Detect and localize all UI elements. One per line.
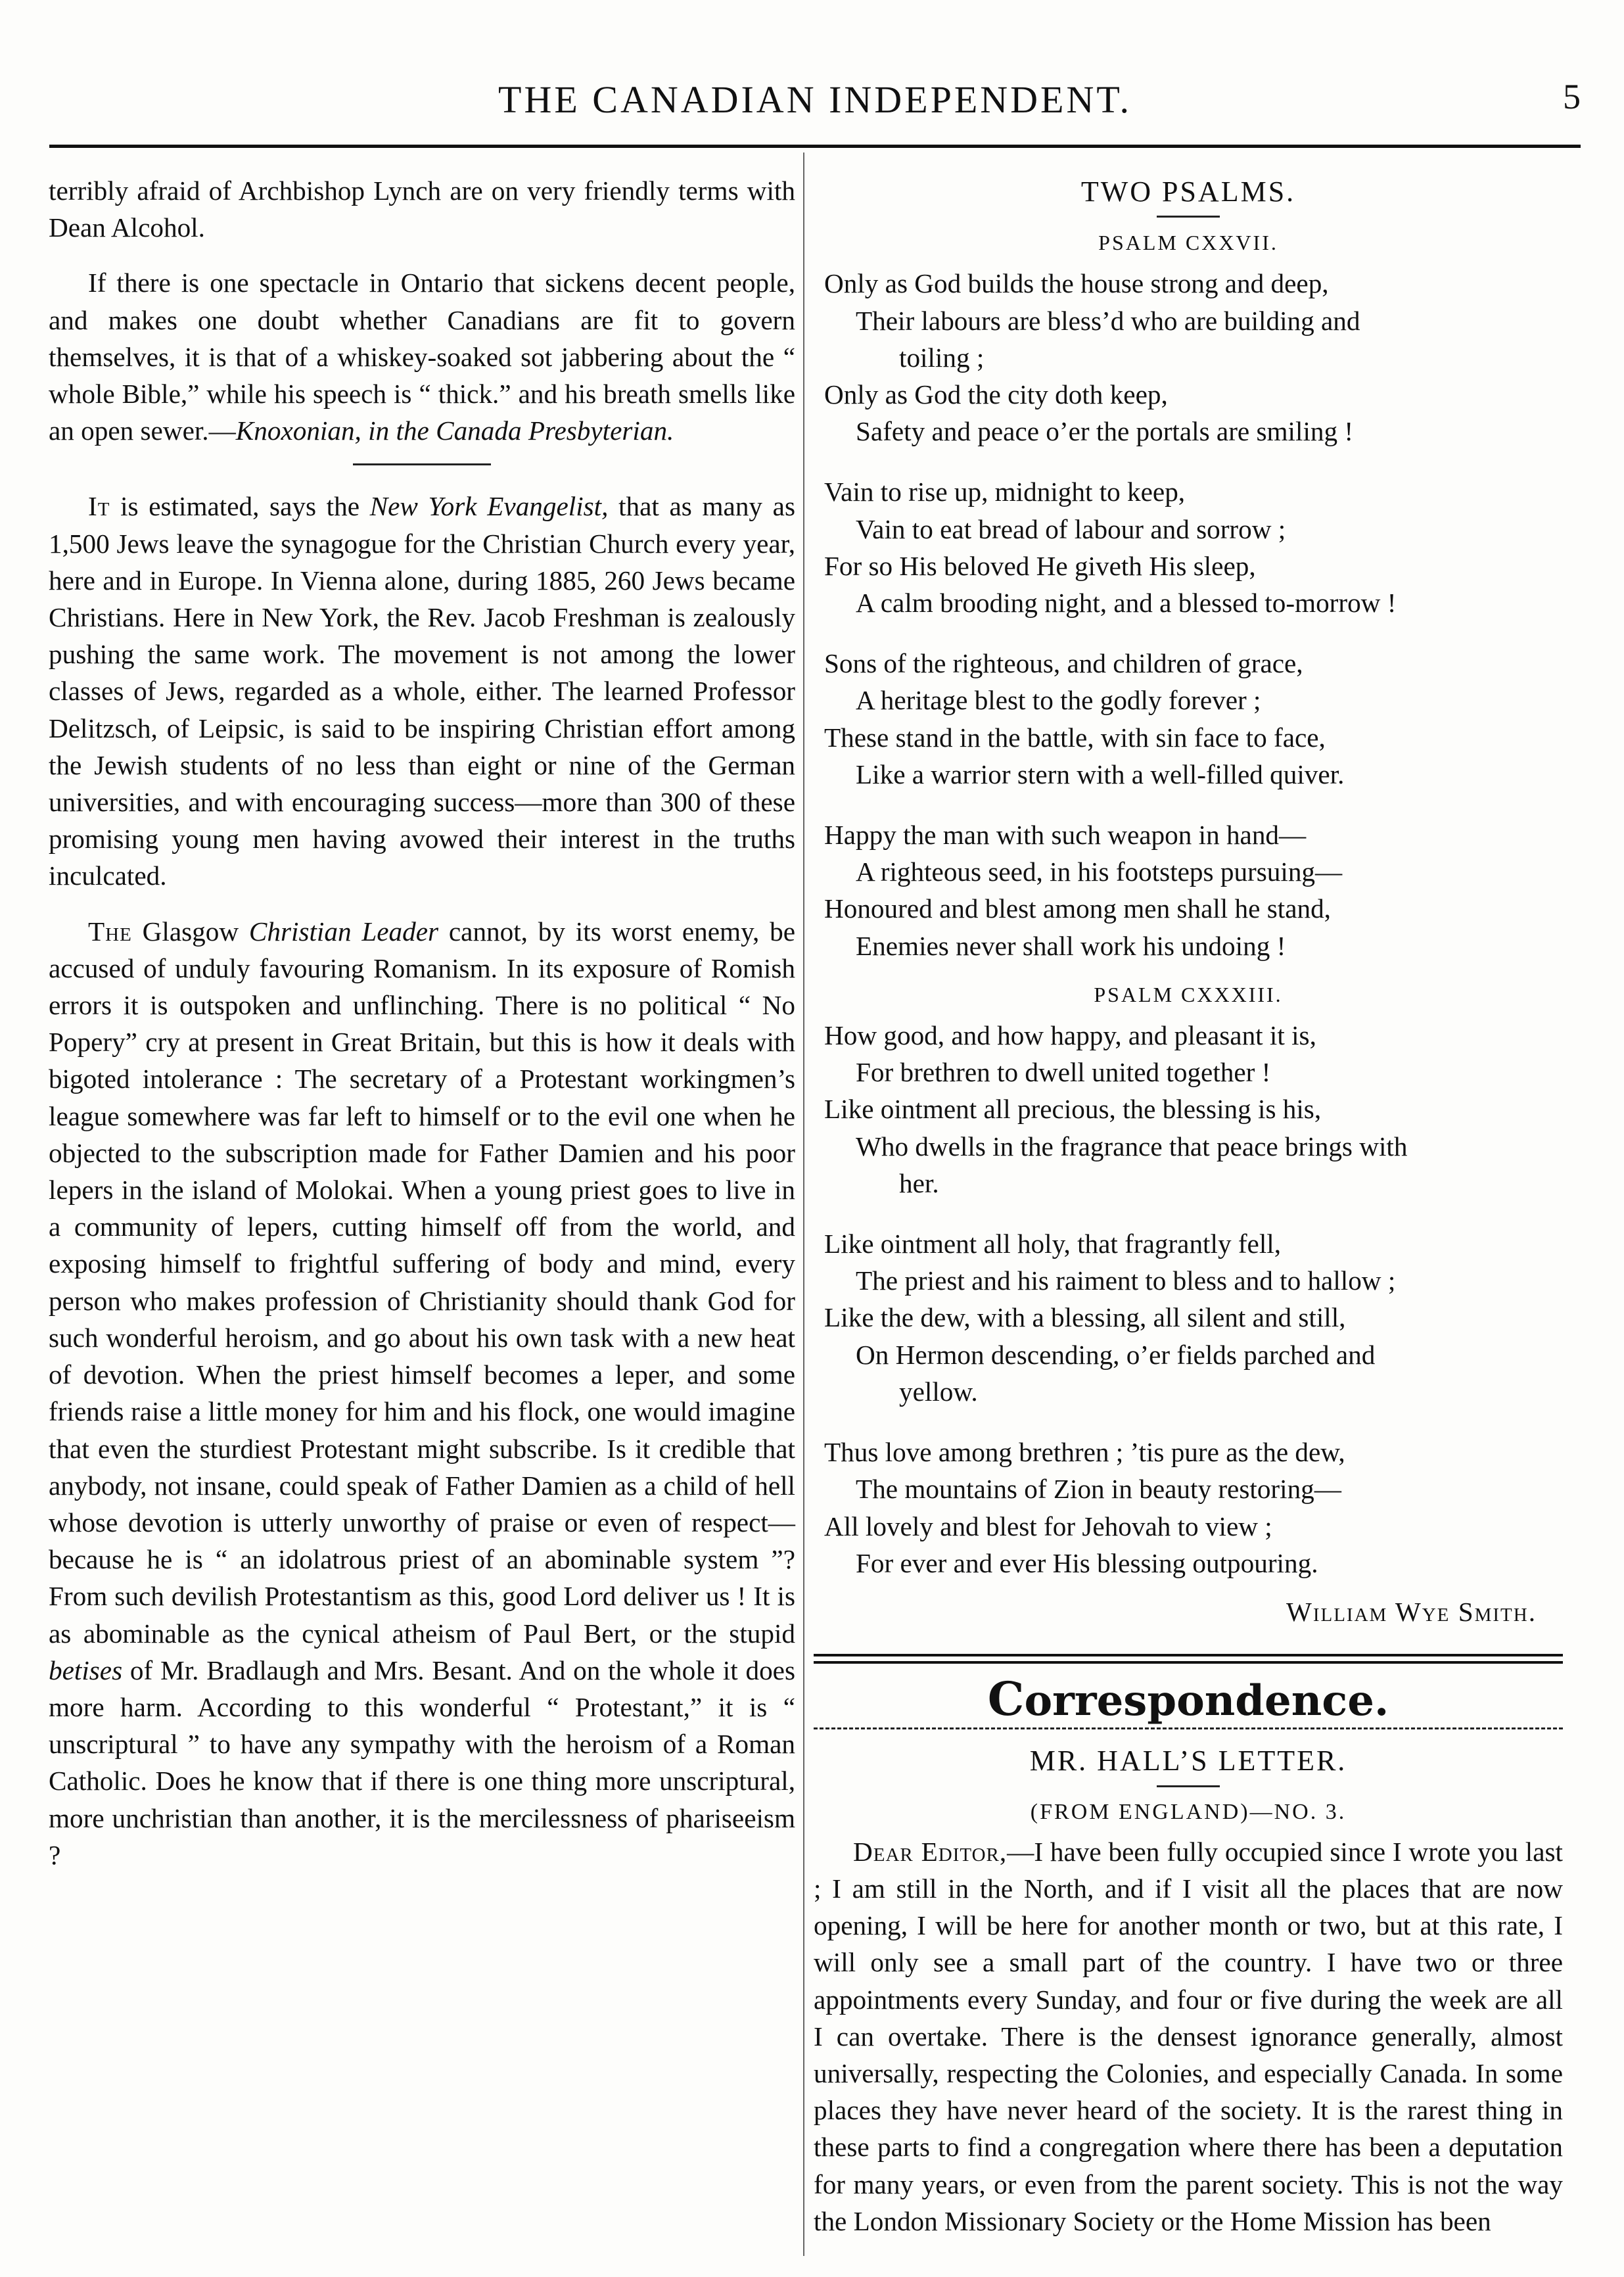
stanza-6 <box>814 1225 1563 1410</box>
knoxonian-paragraph <box>49 264 795 449</box>
heading-dashed-rule <box>814 1727 1563 1729</box>
poem-author: William Wye Smith. <box>1286 1596 1537 1627</box>
letter-title-rule <box>1157 1785 1220 1787</box>
leader-lead: The <box>88 916 132 947</box>
evangelist-paragraph <box>49 488 795 894</box>
poem-line: For brethren to dwell united together ! <box>856 1057 1271 1088</box>
poem-line: Their labours are bless’d who are building and <box>856 305 1360 336</box>
poem-line: Like the dew, with a blessing, all silent and still, <box>824 1302 1346 1333</box>
paragraph-gap <box>49 895 795 913</box>
stanza-2 <box>814 473 1563 621</box>
stanza-7 <box>814 1434 1563 1582</box>
poem-line: On Hermon descending, o’er fields parched and <box>856 1339 1376 1370</box>
article-separator <box>353 463 491 465</box>
poem-line: toiling ; <box>899 342 985 373</box>
poem-line: Thus love among brethren ; ’tis pure as the dew, <box>824 1437 1345 1468</box>
right-column <box>814 172 1563 2240</box>
leader-text-a: Glasgow <box>131 916 249 947</box>
stanza-5 <box>814 1017 1563 1202</box>
poem-line: For so His beloved He giveth His sleep, <box>824 550 1256 581</box>
evangelist-publication: New York Evangelist, <box>369 491 609 522</box>
poem-line: Vain to rise up, midnight to keep, <box>824 477 1186 507</box>
christian-leader-paragraph <box>49 913 795 1873</box>
poem-line: Vain to eat bread of labour and sorrow ; <box>856 513 1286 544</box>
letter-subtitle: (FROM ENGLAND)—NO. 3. <box>1030 1799 1347 1824</box>
poem-line: Only as God the city doth keep, <box>824 379 1168 410</box>
knoxonian-source: Knoxonian, in the Canada Presbyterian. <box>235 415 674 446</box>
psalm-127-label: PSALM CXXVII. <box>1098 231 1278 255</box>
page-number: 5 <box>1563 77 1581 116</box>
poem-line: A calm brooding night, and a blessed to-morrow ! <box>856 588 1397 619</box>
stanza-1 <box>814 265 1563 450</box>
letter-title: MR. HALL’S LETTER. <box>1029 1745 1347 1777</box>
left-column <box>49 172 795 1873</box>
paragraph-gap <box>49 246 795 264</box>
knoxonian-text: If there is one spectacle in Ontario that sickens decent people, and makes one doubt whether Canadians are fit to govern themselves, it is that of a whiskey-soaked sot jabbering about the “ whole Bible,” while his speech is “ thick.” and his breath smells like an open sewer.— <box>49 268 795 446</box>
article-continuation: terribly afraid of Archbishop Lynch are on very friendly terms with Dean Alcohol. <box>49 176 795 243</box>
heading-initial: C <box>987 1672 1025 1727</box>
poem-line: Who dwells in the fragrance that peace brings with <box>856 1131 1408 1162</box>
poem-title: TWO PSALMS. <box>1080 176 1296 208</box>
page-header <box>49 71 1581 137</box>
poem-line: These stand in the battle, with sin face to face, <box>824 722 1326 753</box>
correspondence-heading <box>814 1672 1563 1727</box>
stanza-4 <box>814 816 1563 964</box>
letter-salutation: Dear Editor, <box>853 1836 1008 1867</box>
poem-line: Enemies never shall work his undoing ! <box>856 930 1286 961</box>
leader-text-b: cannot, by its worst enemy, be accused of unduly favouring Romanism. In its exposure of Romish errors it is outspoken and unflinching. There is no political “ No Popery” cry at present in Great Britain, but this is how it deals with bigoted intolerance : The secretary of a Protestant workingmen’s league somewhere was far left to himself or to the evil one when he objected to the subscription made for Father Damien and his poor lepers in the island of Molokai. When a young priest goes to live in a community of lepers, cutting himself off from the world, and exposing himself to frightful suffering of body and mind, every person who makes profession of Christianity should thank God for such wonderful heroism, and go about his own task with a new heat of devotion. When the priest himself becomes a leper, and some friends raise a little money for him and his flock, one would imagine that even the sturdiest Protestant might subscribe. Is it credible that anybody, not insane, could speak of Father Damien as a child of hell whose devotion is utterly unworthy of praise or even of respect—because he is “ an idolatrous priest of an abominable system ”? From such devilish Protestantism as this, good Lord deliver us ! It is as abominable as the cynical atheism of Paul Bert, or the stupid <box>49 916 795 1649</box>
poem-line: Only as God builds the house strong and deep, <box>824 268 1329 299</box>
poem-line: A righteous seed, in his footsteps pursuing— <box>856 857 1343 887</box>
poem-line: Like a warrior stern with a well-filled quiver. <box>856 759 1345 789</box>
poem-line: Sons of the righteous, and children of grace, <box>824 648 1303 679</box>
header-rule <box>49 145 1581 148</box>
poem-line: The priest and his raiment to bless and to hallow ; <box>856 1265 1396 1296</box>
poem-line: Happy the man with such weapon in hand— <box>824 820 1307 851</box>
evangelist-text-a: is estimated, says the <box>110 491 370 522</box>
letter-body <box>814 1833 1563 2240</box>
leader-text-c: of Mr. Bradlaugh and Mrs. Besant. And on the whole it does more harm. According to this wonderful “ Protestant,” it is “ unscriptural ” to have any sympathy with the heroism of a Roman Catholic. Does he know that if there is one thing more unscriptural, more unchristian than another, it is the mercilessness of phariseeism ? <box>49 1655 795 1870</box>
poem-line: Like ointment all precious, the blessing is his, <box>824 1094 1322 1125</box>
column-divider <box>803 153 804 2256</box>
poem-line: All lovely and blest for Jehovah to view ; <box>824 1511 1272 1541</box>
poem-line: Safety and peace o’er the portals are smiling ! <box>856 416 1354 447</box>
evangelist-lead: It <box>88 491 110 522</box>
poem-line: For ever and ever His blessing outpouring. <box>856 1547 1318 1578</box>
poem-line: The mountains of Zion in beauty restoring— <box>856 1474 1341 1505</box>
poem-line: her. <box>899 1167 939 1198</box>
leader-italic-word: betises <box>49 1655 123 1685</box>
psalm-133-label: PSALM CXXXIII. <box>1094 982 1283 1006</box>
stanza-3 <box>814 645 1563 793</box>
poem-line: A heritage blest to the godly forever ; <box>856 685 1261 716</box>
poem-line: Honoured and blest among men shall he stand, <box>824 893 1331 924</box>
letter-text: —I have been fully occupied since I wrote you last ; I am still in the North, and if I visit all the places that are now opening, I will be here for another month or two, but at this rate, I will only see a small part of the country. I have two or three appointments every Sunday, and four or five during the week are all I can overtake. There is the densest ignorance generally, almost universally, respecting the Colonies, and especially Canada. In some places they have never heard of the society. It is the rarest thing in these parts to find a congregation where there has been a deputation for many years, or even from the parent society. This is not the way the London Missionary Society or the Home Mission has been <box>814 1836 1563 2236</box>
poem-line: How good, and how happy, and pleasant it is, <box>824 1020 1316 1051</box>
poem-line: yellow. <box>899 1376 978 1407</box>
title-rule <box>1157 216 1220 218</box>
poem-line: Like ointment all holy, that fragrantly fell, <box>824 1229 1282 1259</box>
evangelist-text-b: that as many as 1,500 Jews leave the synagogue for the Christian Church every year, here and in Europe. In Vienna alone, during 1885, 260 Jews became Christians. Here in New York, the Rev. Jacob Freshman is zealously pushing the same work. The movement is not among the lower classes of Jews, regarded as a whole, either. The learned Professor Delitzsch, of Leipsic, is said to be inspiring Christian effort among the Jewish students of no less than eight or nine of the German universities, and with encouraging success—more than 300 of these promising young men having avowed their interest in the truths inculcated. <box>49 491 795 891</box>
heading-rest: orrespondence. <box>1024 1676 1389 1726</box>
section-double-rule <box>814 1654 1563 1664</box>
masthead-title: THE CANADIAN INDEPENDENT. <box>498 78 1132 121</box>
leader-publication: Christian Leader <box>248 916 439 947</box>
